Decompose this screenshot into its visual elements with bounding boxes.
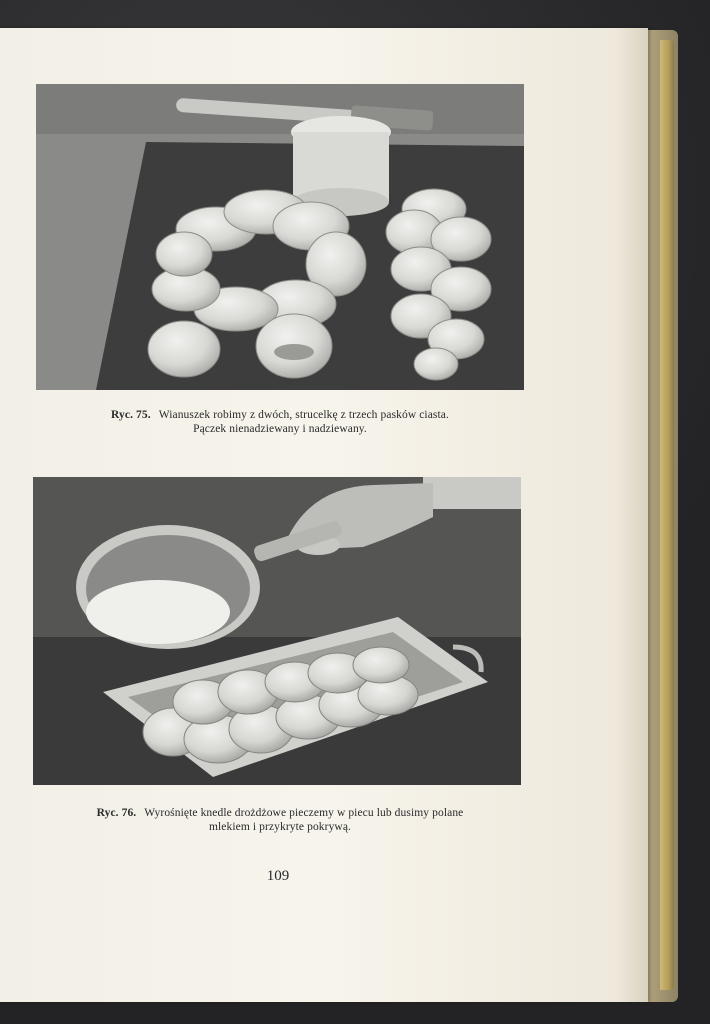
figure-caption-75	[40, 408, 520, 436]
page-number: 109	[266, 868, 290, 884]
figure-label: Ryc. 75.	[111, 409, 151, 421]
photo-braided-dough	[36, 84, 524, 390]
photo-dumplings-in-pan	[33, 477, 521, 785]
caption-line: Wianuszek robimy z dwóch, strucelkę z trzech pasków ciasta.	[158, 409, 449, 421]
caption-line: Wyrośnięte knedle drożdżowe pieczemy w piecu lub dusimy polane	[144, 807, 464, 819]
caption-line: mlekiem i przykryte pokrywą.	[208, 821, 352, 833]
book-spine	[660, 40, 674, 990]
figure-label: Ryc. 76.	[96, 807, 137, 819]
caption-line: Pączek nienadziewany i nadziewany.	[193, 423, 367, 435]
book-page	[0, 28, 648, 1002]
figure-caption-76	[30, 806, 530, 834]
